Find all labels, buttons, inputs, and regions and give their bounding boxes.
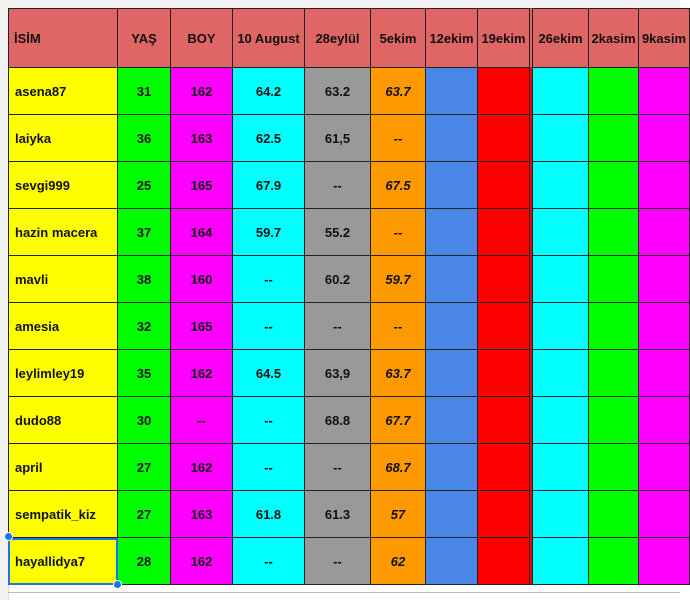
table-cell[interactable]: 59.7 (233, 209, 305, 256)
table-cell[interactable]: 162 (171, 444, 233, 491)
table-cell[interactable]: 160 (171, 256, 233, 303)
table-cell[interactable]: 164 (171, 209, 233, 256)
table-cell[interactable] (589, 115, 639, 162)
table-cell[interactable] (478, 538, 533, 585)
table-cell[interactable] (478, 256, 533, 303)
table-cell[interactable] (533, 209, 589, 256)
table-cell[interactable]: 63.7 (371, 350, 426, 397)
table-cell[interactable] (426, 303, 478, 350)
table-cell[interactable] (639, 209, 690, 256)
table-cell[interactable] (639, 162, 690, 209)
table-cell[interactable]: 63.2 (305, 68, 371, 115)
table-cell[interactable]: 162 (171, 68, 233, 115)
row-name-cell[interactable]: mavli (8, 256, 118, 303)
table-cell[interactable] (589, 444, 639, 491)
table-cell[interactable]: 61.3 (305, 491, 371, 538)
table-cell[interactable] (533, 538, 589, 585)
table-cell[interactable]: -- (233, 538, 305, 585)
table-cell[interactable]: 68.7 (371, 444, 426, 491)
table-cell[interactable] (589, 68, 639, 115)
selection-handle-bottom[interactable] (113, 580, 122, 589)
table-cell[interactable] (478, 491, 533, 538)
table-cell[interactable]: 62.5 (233, 115, 305, 162)
row-name-cell[interactable]: laiyka (8, 115, 118, 162)
table-cell[interactable] (478, 209, 533, 256)
table-cell[interactable] (639, 68, 690, 115)
table-cell[interactable] (426, 256, 478, 303)
column-header[interactable]: 10 August (233, 8, 305, 68)
table-cell[interactable] (426, 538, 478, 585)
row-name-cell[interactable]: hayallidya7 (8, 538, 118, 585)
table-cell[interactable] (426, 444, 478, 491)
table-cell[interactable] (478, 115, 533, 162)
table-cell[interactable]: 32 (118, 303, 171, 350)
table-cell[interactable]: -- (305, 303, 371, 350)
table-cell[interactable]: 36 (118, 115, 171, 162)
table-cell[interactable] (589, 538, 639, 585)
table-cell[interactable] (533, 162, 589, 209)
table-cell[interactable] (426, 350, 478, 397)
table-cell[interactable]: 30 (118, 397, 171, 444)
table-cell[interactable] (533, 397, 589, 444)
table-cell[interactable] (478, 444, 533, 491)
table-cell[interactable]: 57 (371, 491, 426, 538)
table-cell[interactable] (589, 303, 639, 350)
row-name-cell[interactable]: hazin macera (8, 209, 118, 256)
grid-bottom-line (8, 592, 680, 593)
table-cell[interactable]: 59.7 (371, 256, 426, 303)
row-name-cell[interactable]: sempatik_kiz (8, 491, 118, 538)
table-cell[interactable] (478, 162, 533, 209)
table-cell[interactable] (589, 209, 639, 256)
table-cell[interactable]: -- (371, 303, 426, 350)
table-cell[interactable]: 31 (118, 68, 171, 115)
table-cell[interactable]: 37 (118, 209, 171, 256)
column-header[interactable]: 2kasim (589, 8, 639, 68)
table-cell[interactable]: 165 (171, 303, 233, 350)
table-cell[interactable] (426, 162, 478, 209)
table-cell[interactable]: -- (233, 444, 305, 491)
table-cell[interactable]: 27 (118, 444, 171, 491)
table-cell[interactable]: -- (371, 209, 426, 256)
table-cell[interactable]: -- (305, 162, 371, 209)
table-cell[interactable]: 64.2 (233, 68, 305, 115)
row-name-cell[interactable]: dudo88 (8, 397, 118, 444)
table-cell[interactable] (639, 115, 690, 162)
column-header[interactable]: 12ekim (426, 8, 478, 68)
table-cell[interactable]: -- (171, 397, 233, 444)
column-header[interactable]: 28eylül (305, 8, 371, 68)
table-cell[interactable] (589, 350, 639, 397)
row-name-cell[interactable]: amesia (8, 303, 118, 350)
table-cell[interactable] (533, 303, 589, 350)
column-header[interactable]: İSİM (8, 8, 118, 68)
column-header[interactable]: BOY (171, 8, 233, 68)
table-cell[interactable] (426, 115, 478, 162)
table-cell[interactable]: 28 (118, 538, 171, 585)
column-header[interactable]: 9kasim (639, 8, 690, 68)
column-header[interactable]: 26ekim (533, 8, 589, 68)
table-cell[interactable] (426, 209, 478, 256)
table-cell[interactable]: 61,5 (305, 115, 371, 162)
table-cell[interactable] (533, 115, 589, 162)
table-cell[interactable]: 27 (118, 491, 171, 538)
table-cell[interactable]: 38 (118, 256, 171, 303)
table-cell[interactable]: -- (233, 256, 305, 303)
table-cell[interactable]: -- (233, 303, 305, 350)
selection-handle-top[interactable] (4, 532, 13, 541)
table-cell[interactable] (533, 256, 589, 303)
table-cell[interactable]: 62 (371, 538, 426, 585)
table-cell[interactable]: 67.9 (233, 162, 305, 209)
table-cell[interactable]: -- (305, 444, 371, 491)
table-cell[interactable]: 163 (171, 491, 233, 538)
table-cell[interactable] (589, 256, 639, 303)
data-grid (8, 8, 687, 585)
table-cell[interactable]: 162 (171, 350, 233, 397)
table-cell[interactable]: 25 (118, 162, 171, 209)
table-cell[interactable] (533, 444, 589, 491)
table-cell[interactable]: 163 (171, 115, 233, 162)
table-cell[interactable]: 64.5 (233, 350, 305, 397)
table-cell[interactable] (589, 162, 639, 209)
table-cell[interactable]: 55.2 (305, 209, 371, 256)
table-cell[interactable]: 68.8 (305, 397, 371, 444)
table-cell[interactable] (639, 444, 690, 491)
column-header[interactable]: 5ekim (371, 8, 426, 68)
table-cell[interactable] (478, 68, 533, 115)
table-cell[interactable] (533, 68, 589, 115)
table-cell[interactable] (639, 303, 690, 350)
table-cell[interactable] (639, 350, 690, 397)
table-cell[interactable] (478, 303, 533, 350)
row-name-cell[interactable]: asena87 (8, 68, 118, 115)
table-cell[interactable] (589, 491, 639, 538)
table-cell[interactable] (639, 397, 690, 444)
table-cell[interactable] (589, 397, 639, 444)
table-cell[interactable] (533, 491, 589, 538)
table-cell[interactable]: 67.5 (371, 162, 426, 209)
table-cell[interactable]: -- (305, 538, 371, 585)
table-cell[interactable] (639, 491, 690, 538)
table-cell[interactable]: 165 (171, 162, 233, 209)
table-cell[interactable]: 63,9 (305, 350, 371, 397)
table-cell[interactable]: 35 (118, 350, 171, 397)
table-cell[interactable]: 60.2 (305, 256, 371, 303)
table-cell[interactable]: 162 (171, 538, 233, 585)
table-cell[interactable]: 63.7 (371, 68, 426, 115)
table-cell[interactable]: 61.8 (233, 491, 305, 538)
table-cell[interactable]: -- (371, 115, 426, 162)
table-cell[interactable]: -- (233, 397, 305, 444)
table-cell[interactable] (478, 397, 533, 444)
table-cell[interactable] (478, 350, 533, 397)
table-cell[interactable]: 67.7 (371, 397, 426, 444)
row-name-cell[interactable]: sevgi999 (8, 162, 118, 209)
column-header[interactable]: YAŞ (118, 8, 171, 68)
column-header[interactable]: 19ekim (478, 8, 533, 68)
row-name-cell[interactable]: april (8, 444, 118, 491)
table-cell[interactable] (426, 397, 478, 444)
table-cell[interactable] (639, 538, 690, 585)
table-cell[interactable] (426, 491, 478, 538)
row-name-cell[interactable]: leylimley19 (8, 350, 118, 397)
table-cell[interactable] (426, 68, 478, 115)
table-cell[interactable] (639, 256, 690, 303)
table-cell[interactable] (533, 350, 589, 397)
